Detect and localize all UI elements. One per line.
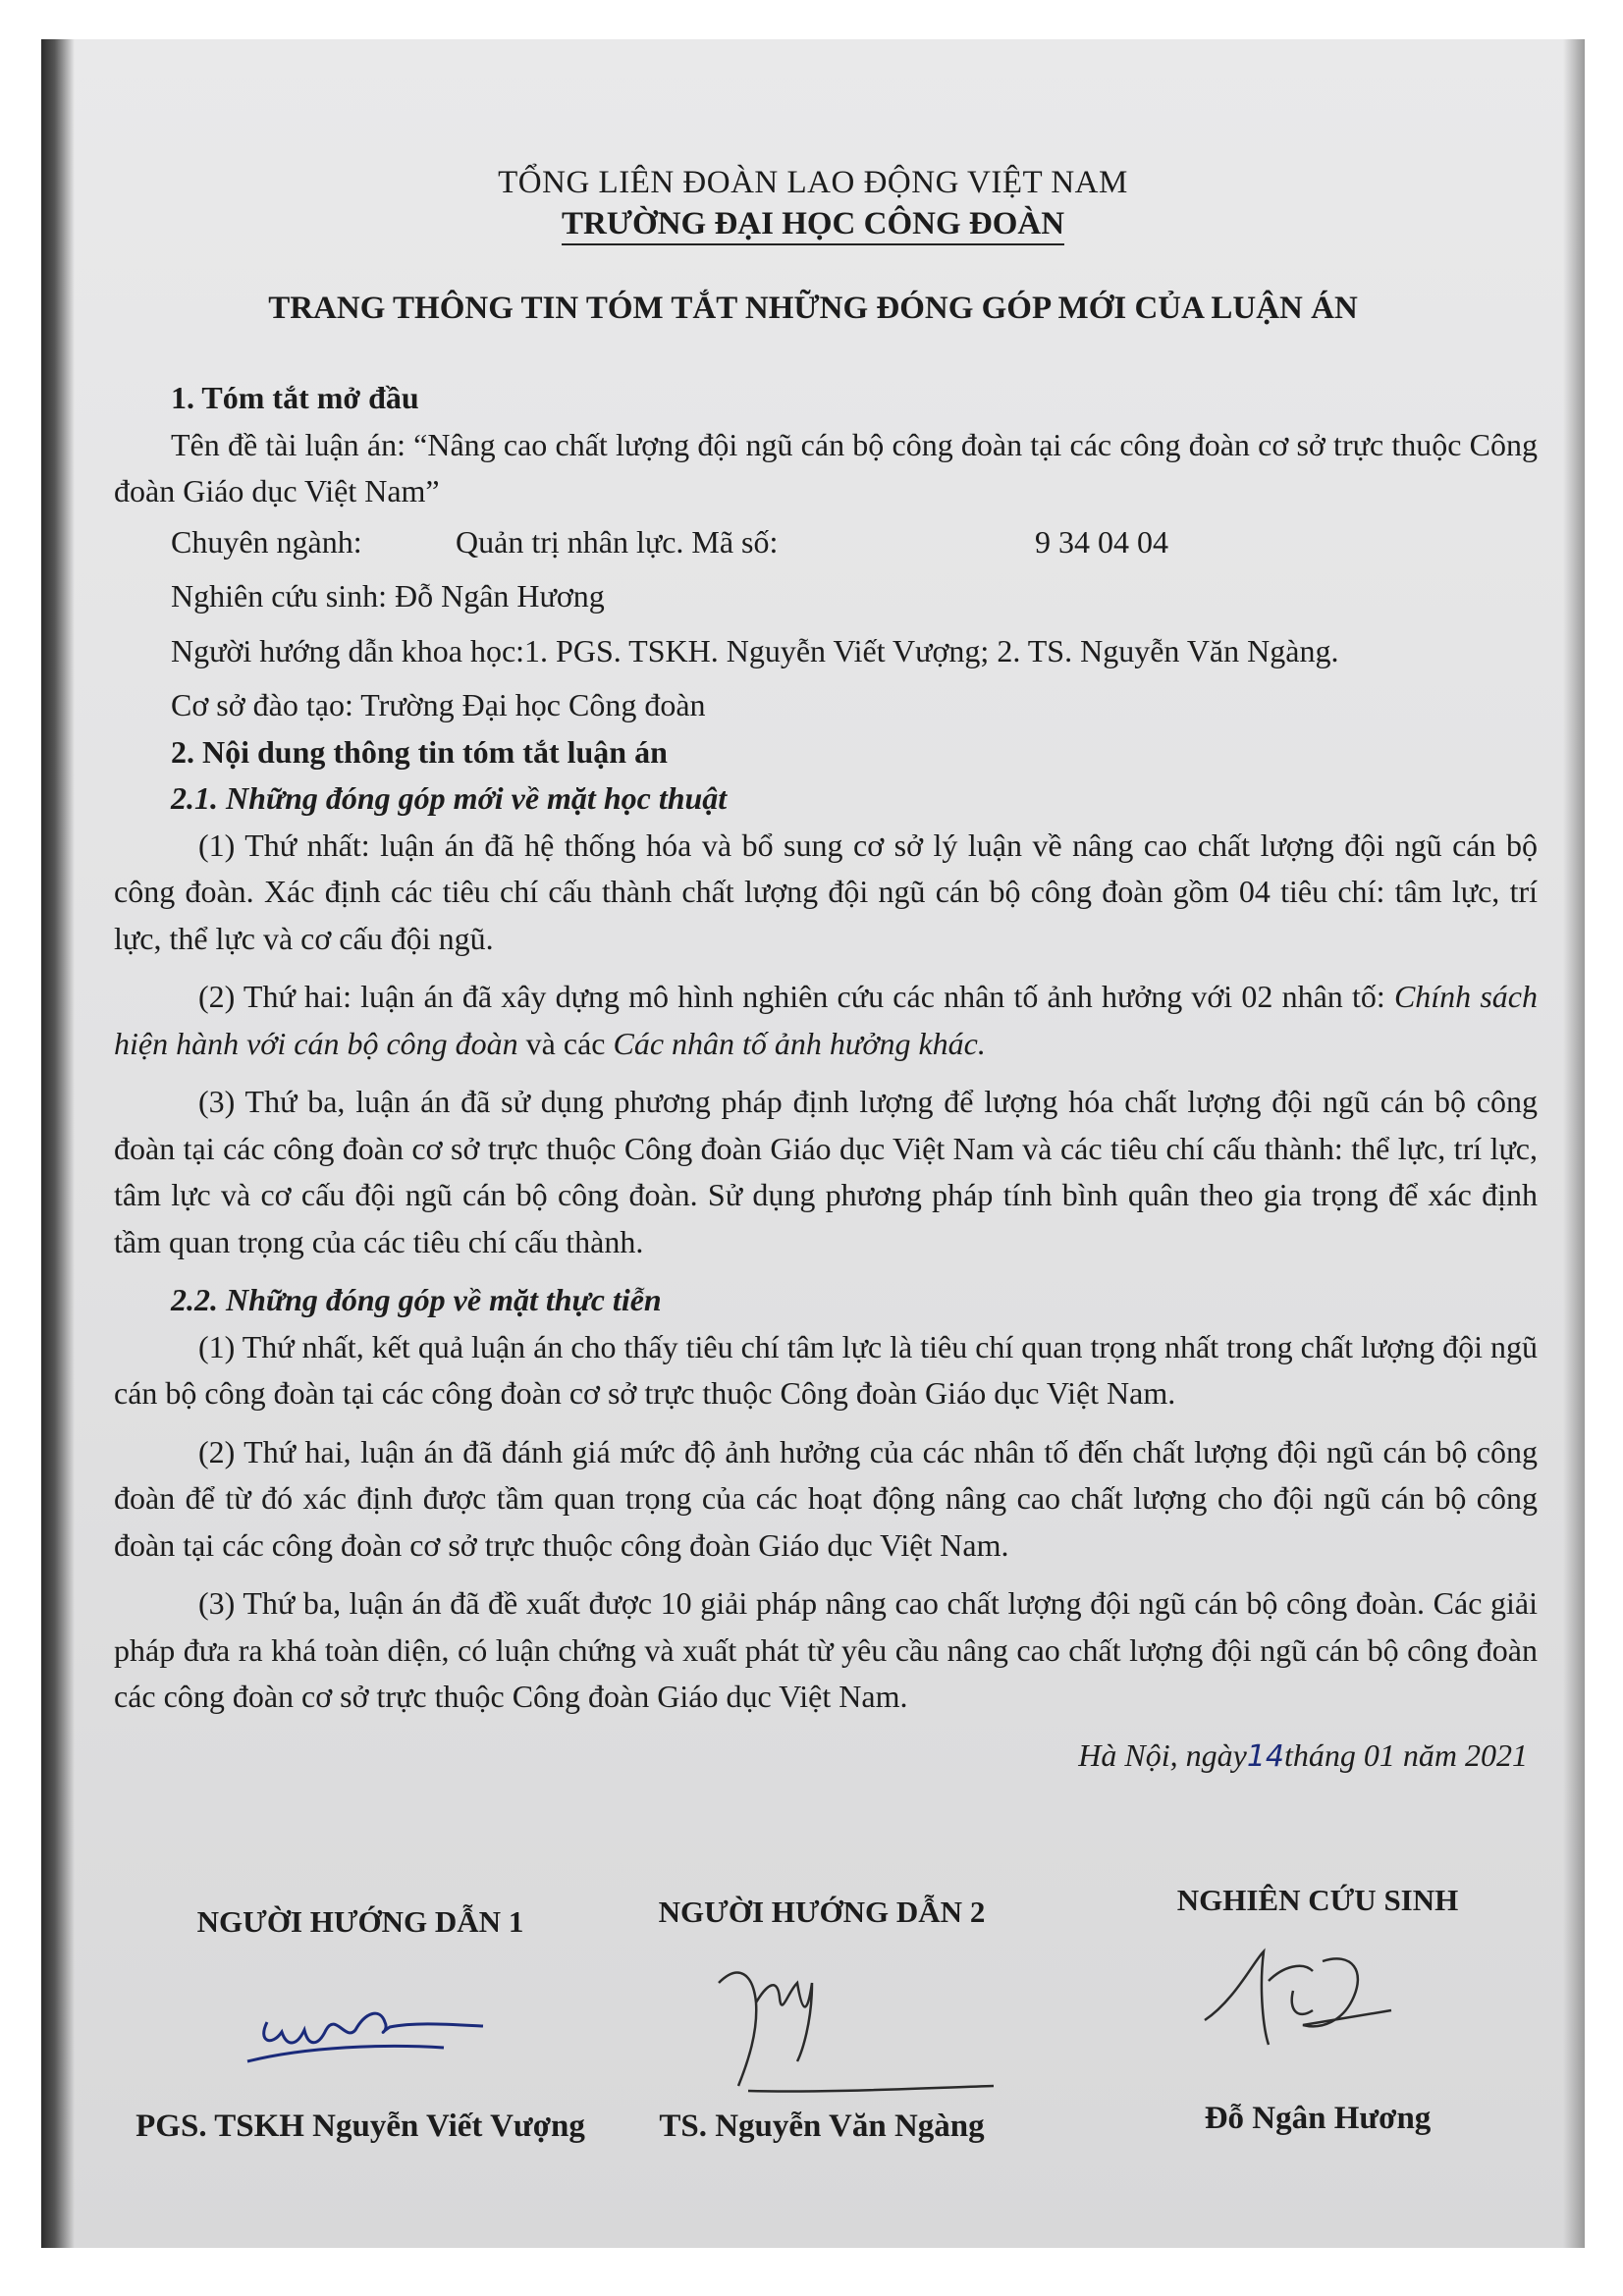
- handwritten-signature-1: [189, 1953, 513, 2081]
- date-line: [114, 1733, 1538, 1781]
- organization-name: TỔNG LIÊN ĐOÀN LAO ĐỘNG VIỆT NAM: [498, 165, 1128, 200]
- signature-name: PGS. TSKH Nguyễn Viết Vượng: [135, 2109, 585, 2144]
- section2-heading: 2. Nội dung thông tin tóm tắt luận án: [171, 733, 668, 770]
- academic-p2-start: (2) Thứ hai: luận án đã xây dựng mô hình nghiên cứu các nhân tố ảnh hưởng với 02 nhân tố:: [198, 979, 1385, 1014]
- handwritten-signature-3: [1156, 1922, 1450, 2069]
- signature-role: NGƯỜI HƯỚNG DẪN 2: [658, 1895, 986, 1929]
- academic-paragraph-1: (1) Thứ nhất: luận án đã hệ thống hóa và bổ sung cơ sở lý luận về nâng cao chất lượng đội ngũ cán bộ công đoàn. Xác định các tiêu chí cấu thành chất lượng đội ngũ cán bộ công đoàn gồm 04 tiêu chí: tâm lực, trí lực, thể lực và cơ cấu đội ngũ.: [114, 827, 1538, 956]
- document-body: [114, 375, 1538, 1780]
- academic-p2-mid: và các: [525, 1025, 606, 1061]
- signature-supervisor-2: [591, 1895, 1053, 2144]
- signature-candidate: [1087, 1883, 1548, 2136]
- major-value: Quản trị nhân lực. Mã số:: [456, 523, 779, 560]
- practical-paragraph-2: (2) Thứ hai, luận án đã đánh giá mức độ ảnh hưởng của các nhân tố đến chất lượng đội ngũ cán bộ công đoàn để từ đó xác định được tầm quan trọng của các hoạt động nâng cao chất lượng cho đội ngũ cán bộ công đoàn tại các công đoàn cơ sở trực thuộc công đoàn Giáo dục Việt Nam.: [114, 1433, 1538, 1563]
- institution: Cơ sở đào tạo: Trường Đại học Công đoàn: [171, 687, 706, 722]
- signature-role: NGHIÊN CỨU SINH: [1176, 1883, 1459, 1917]
- section1-heading: 1. Tóm tắt mở đầu: [171, 380, 419, 415]
- practical-paragraph-1: (1) Thứ nhất, kết quả luận án cho thấy tiêu chí tâm lực là tiêu chí quan trọng nhất trong chất lượng đội ngũ cán bộ công đoàn tại các công đoàn cơ sở trực thuộc Công đoàn Giáo dục Việt Nam.: [114, 1328, 1539, 1411]
- signature-block: [41, 1883, 1585, 2199]
- supervisors: Người hướng dẫn khoa học:1. PGS. TSKH. Nguyễn Viết Vượng; 2. TS. Nguyễn Văn Ngàng.: [171, 632, 1339, 668]
- signature-role: NGƯỜI HƯỚNG DẪN 1: [196, 1904, 524, 1939]
- practical-paragraph-3: (3) Thứ ba, luận án đã đề xuất được 10 giải pháp nâng cao chất lượng đội ngũ cán bộ công đoàn. Các giải pháp đưa ra khá toàn diện, có luận chứng và xuất phát từ yêu cầu nâng cao chất lượng đội ngũ cán bộ công đoàn các công đoàn cơ sở trực thuộc Công đoàn Giáo dục Việt Nam.: [114, 1585, 1538, 1714]
- school-name-text: TRƯỜNG ĐẠI HỌC CÔNG ĐOÀN: [562, 206, 1064, 245]
- thesis-title: Tên đề tài luận án: “Nâng cao chất lượng đội ngũ cán bộ công đoàn tại các công đoàn cơ sở trực thuộc Công đoàn Giáo dục Việt Nam”: [114, 426, 1538, 508]
- school-name: [41, 206, 1585, 242]
- academic-p2-italic-2: Các nhân tố ảnh hưởng khác.: [613, 1025, 986, 1061]
- academic-paragraph-2: [114, 974, 1538, 1067]
- candidate: Nghiên cứu sinh: Đỗ Ngân Hương: [171, 578, 605, 614]
- academic-heading: 2.1. Những đóng góp mới về mặt học thuật: [171, 780, 728, 816]
- document-page: [41, 39, 1585, 2248]
- academic-p2-italic-1: Chính sách hiện hành với cán bộ công đoàn: [114, 979, 1539, 1061]
- practical-heading: 2.2. Những đóng góp về mặt thực tiễn: [171, 1282, 662, 1317]
- signature-name: TS. Nguyễn Văn Ngàng: [659, 2109, 985, 2144]
- major-row: [114, 519, 1538, 566]
- major-label: Chuyên ngành:: [171, 523, 362, 560]
- handwritten-signature-2: [640, 1924, 1013, 2101]
- date-prefix: Hà Nội, ngày: [1078, 1736, 1247, 1773]
- academic-paragraph-3: (3) Thứ ba, luận án đã sử dụng phương pháp định lượng để lượng hóa chất lượng đội ngũ cán bộ công đoàn tại các công đoàn cơ sở trực thuộc Công đoàn Giáo dục Việt Nam và các tiêu chí cấu thành: thể lực, trí lực, tâm lực và cơ cấu đội ngũ cán bộ công đoàn. Sử dụng phương pháp tính bình quân theo gia trọng để xác định tầm quan trọng của các tiêu chí cấu thành.: [114, 1084, 1538, 1259]
- document-title: TRANG THÔNG TIN TÓM TẮT NHỮNG ĐÓNG GÓP MỚI CỦA LUẬN ÁN: [268, 291, 1358, 326]
- major-code: 9 34 04 04: [1035, 523, 1168, 560]
- signature-supervisor-1: [130, 1904, 591, 2144]
- signature-name: Đỗ Ngân Hương: [1204, 2101, 1432, 2136]
- date-suffix: tháng 01 năm 2021: [1284, 1736, 1528, 1773]
- document-content: [41, 39, 1585, 2248]
- date-day: 14: [1246, 1738, 1284, 1774]
